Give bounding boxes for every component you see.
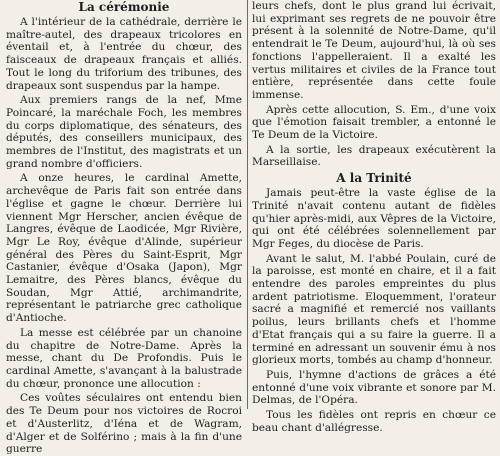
- paragraph: A l'intérieur de la cathédrale, derrière le maître-autel, des drapeaux tricolores en éventail et, à l'entrée du chœur, des faisceaux de drapeaux français et alliés. Tout le long du triforium des tribunes, des drapeaux sont suspendus par la hampe.: [6, 16, 242, 92]
- section-heading-trinite: A la Trinité: [336, 171, 412, 186]
- paragraph: A onze heures, le cardinal Amette, archevêque de Paris fait son entrée dans l'église et gagne le chœur. Derrière lui viennent Mgr Herscher, ancien évêque de Langres, évêque de Laodicée, Mgr Rivière, Mgr Le Roy, évêque d'Alinde, supérieur général des Pères du Saint-Esprit, Mgr Castanier, évêque d'Osaka (Japon), Mgr Lemaitre, des Pères blancs, évêque du Soudan, Mgr Attié, archimandrite, représentant le patriarche grec catholique d'Antioche.: [6, 172, 242, 325]
- paragraph: La messe est célébrée par un chanoine du chapitre de Notre-Dame. Après la messe, chant du De Profondis. Puis le cardinal Amette, s'avançant à la balustrade du chœur, prononce une allocution :: [6, 326, 242, 390]
- paragraph: Jamais peut-être la vaste église de la Trinité n'avait contenu autant de fidèles qu'hier après-midi, aux Vêpres de la Victoire, qui ont été célébrées solennellement par Mgr Feges, du diocèse de Paris.: [252, 187, 496, 250]
- left-column: [6, 0, 244, 456]
- paragraph: Ces voûtes séculaires ont entendu bien des Te Deum pour nos victoires de Rocroi et d'Austerlitz, d'Iéna et de Wagram, d'Alger et de Solférino ; mais à la fin d'une guerre: [6, 392, 242, 456]
- paragraph: Puis, l'hymne d'actions de grâces a été entonné d'une voix vibrante et sonore par M. Delmas, de l'Opéra.: [252, 368, 496, 407]
- paragraph: Avant le salut, M. l'abbé Poulain, curé de la paroisse, est monté en chaire, et il a fait entendre des paroles empreintes du plus ardent patriotisme. Eloquemment, l'orateur sacré a magnifié et remercié nos vaillants poilus, leurs brillants chefs et l'homme d'Etat français qui a su faire la guerre. Il a terminé en adressant un souvenir ému à nos glorieux morts, tombés au champ d'honneur.: [252, 252, 496, 367]
- right-column: [252, 0, 496, 434]
- paragraph: A la sortie, les drapeaux exécutèrent la Marseillaise.: [252, 143, 496, 169]
- paragraph: Après cette allocution, S. Em., d'une voix que l'émotion faisait trembler, a entonné le Te Deum de la Victoire.: [252, 103, 496, 142]
- column-divider: [247, 0, 248, 409]
- paragraph: Tous les fidèles ont repris en chœur ce beau chant d'allégresse.: [252, 409, 496, 434]
- paragraph-continued: leurs chefs, dont le plus grand lui écrivait, lui exprimant ses regrets de ne pouvoir être présent à la solennité de Notre-Dame, qu'il entendrait le Te Deum, aujourd'hui, là où ses fonctions l'appelleraient. Il a exalté les vertus militaires et civiles de la France tout entière, représentée dans cette foule immense.: [252, 0, 496, 101]
- paragraph: Aux premiers rangs de la nef, Mme Poincaré, la maréchale Foch, les membres du corps diplomatique, des sénateurs, des députés, des conseillers municipaux, des membres de l'Institut, des magistrats et un grand nombre d'officiers.: [6, 94, 242, 170]
- section-heading-ceremonie: La cérémonie: [78, 0, 170, 14]
